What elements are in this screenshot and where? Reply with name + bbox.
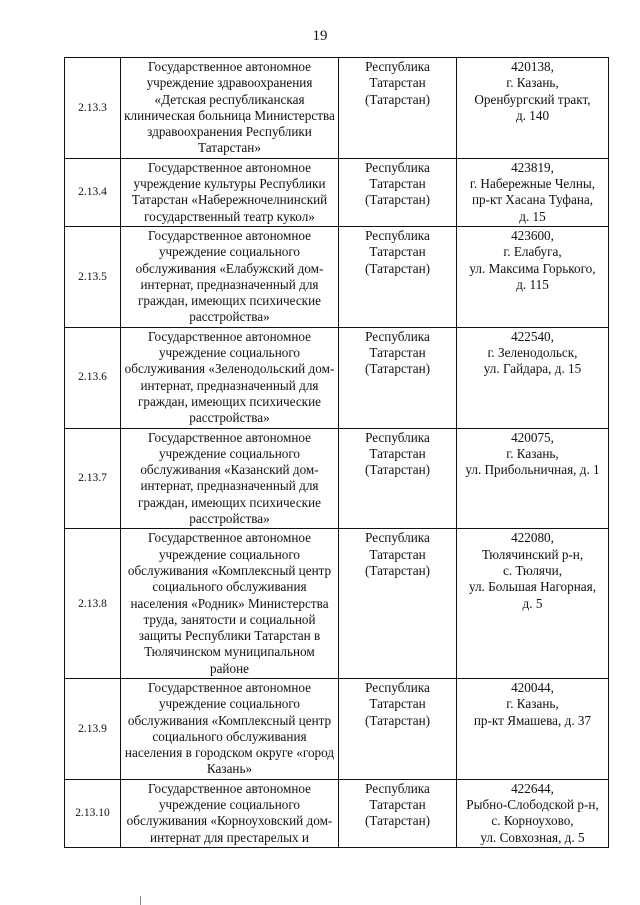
organization-name: Государственное автономное учреждение социального обслуживания «Елабужский дом-интернат, предназначенный для граждан, имеющих психические расстройства» (121, 226, 339, 327)
page-number: 19 (312, 28, 328, 44)
address: 422644, Рыбно-Слободской р-н, с. Корноухово, ул. Совхозная, д. 5 (457, 779, 609, 847)
organization-name: Государственное автономное учреждение социального обслуживания «Комплексный центр социального обслуживания населения «Родник» Министерства труда, занятости и социальной защиты Республики Татарстан в Тюлячинском муниципальном районе (121, 529, 339, 679)
row-number: 2.13.9 (65, 678, 121, 779)
row-number: 2.13.5 (65, 226, 121, 327)
table-row (65, 158, 609, 226)
row-number: 2.13.3 (65, 58, 121, 159)
organizations-table (64, 57, 609, 848)
table-row (65, 678, 609, 779)
address: 423600, г. Елабуга, ул. Максима Горького, д. 115 (457, 226, 609, 327)
organization-name: Государственное автономное учреждение здравоохранения «Детская республиканская клиническая больница Министерства здравоохранения Республики Татарстан» (121, 58, 339, 159)
table-row (65, 58, 609, 159)
table-row (65, 779, 609, 847)
address: 420138, г. Казань, Оренбургский тракт, д. 140 (457, 58, 609, 159)
row-number: 2.13.8 (65, 529, 121, 679)
organization-name: Государственное автономное учреждение социального обслуживания «Корноуховский дом-интернат для престарелых и (121, 779, 339, 847)
row-number: 2.13.7 (65, 428, 121, 529)
row-number: 2.13.6 (65, 327, 121, 428)
organization-name: Государственное автономное учреждение социального обслуживания «Казанский дом-интернат, предназначенный для граждан, имеющих психические расстройства» (121, 428, 339, 529)
table-row (65, 226, 609, 327)
address: 423819, г. Набережные Челны, пр-кт Хасана Туфана, д. 15 (457, 158, 609, 226)
region: Республика Татарстан (Татарстан) (339, 226, 457, 327)
region: Республика Татарстан (Татарстан) (339, 158, 457, 226)
organization-name: Государственное автономное учреждение культуры Республики Татарстан «Набережночелнинский государственный театр кукол» (121, 158, 339, 226)
address: 420075, г. Казань, ул. Прибольничная, д. 1 (457, 428, 609, 529)
table-row (65, 327, 609, 428)
region: Республика Татарстан (Татарстан) (339, 529, 457, 679)
organization-name: Государственное автономное учреждение социального обслуживания «Комплексный центр социального обслуживания населения в городском округе «город Казань» (121, 678, 339, 779)
address: 422540, г. Зеленодольск, ул. Гайдара, д. 15 (457, 327, 609, 428)
region: Республика Татарстан (Татарстан) (339, 327, 457, 428)
row-number: 2.13.10 (65, 779, 121, 847)
address: 422080, Тюлячинский р-н, с. Тюлячи, ул. Большая Нагорная, д. 5 (457, 529, 609, 679)
region: Республика Татарстан (Татарстан) (339, 58, 457, 159)
table-row (65, 529, 609, 679)
scan-artifact (140, 896, 141, 905)
address: 420044, г. Казань, пр-кт Ямашева, д. 37 (457, 678, 609, 779)
row-number: 2.13.4 (65, 158, 121, 226)
table-row (65, 428, 609, 529)
region: Республика Татарстан (Татарстан) (339, 779, 457, 847)
organization-name: Государственное автономное учреждение социального обслуживания «Зеленодольский дом-интернат, предназначенный для граждан, имеющих психические расстройства» (121, 327, 339, 428)
region: Республика Татарстан (Татарстан) (339, 428, 457, 529)
region: Республика Татарстан (Татарстан) (339, 678, 457, 779)
